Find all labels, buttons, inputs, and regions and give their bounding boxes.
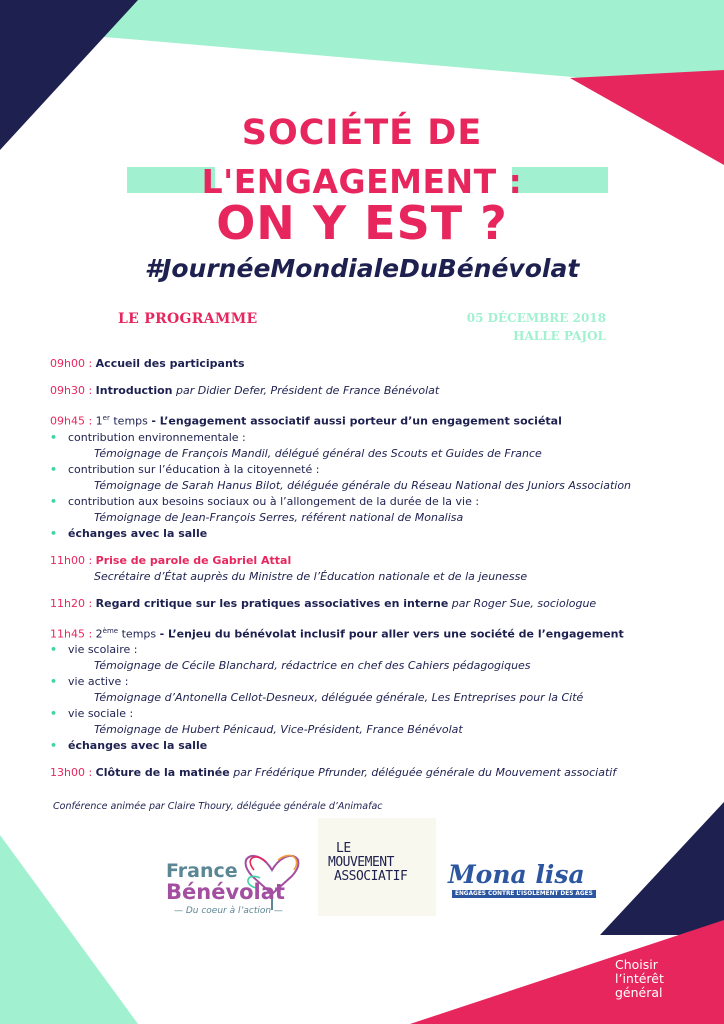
- item-time: 09h30 :: [50, 384, 93, 397]
- program-item-0930: [50, 383, 670, 399]
- event-info: [467, 309, 606, 345]
- item-time: 09h00 :: [50, 357, 93, 370]
- event-date: 05 DÉCEMBRE 2018: [466, 311, 606, 325]
- list-item: • contribution sur l’éducation à la citoyenneté :: [50, 462, 670, 478]
- fb-line2: Bénévolat: [166, 880, 285, 904]
- item-time: 11h45 :: [50, 627, 93, 641]
- ma-line1: LE: [336, 841, 351, 856]
- program-item-1120: [50, 596, 670, 612]
- programme-label: LE PROGRAMME: [118, 311, 258, 327]
- item-num: 1: [95, 414, 103, 428]
- list-item: • vie sociale :: [50, 706, 670, 722]
- testimony: Témoignage de Sarah Hanus Bilot, déléguée générale du Réseau National des Juniors Association: [94, 478, 632, 492]
- item-temps: temps: [121, 627, 157, 641]
- list-item: • vie active :: [50, 674, 670, 690]
- program-item-1100: [50, 553, 670, 585]
- item-role: Secrétaire d’État auprès du Ministre de l’Éducation nationale et de la jeunesse: [94, 569, 528, 583]
- item-speaker: par Didier Defer, Président de France Bénévolat: [175, 384, 440, 397]
- item-title: Prise de parole de Gabriel Attal: [95, 553, 292, 567]
- monalisa-logo: [448, 858, 614, 904]
- item-title: - L’engagement associatif aussi porteur d’un engagement sociétal: [151, 414, 562, 428]
- navy-right-triangle: [600, 802, 724, 935]
- program-item-0945: [50, 410, 670, 542]
- item-title: Regard critique sur les pratiques associatives en interne: [95, 596, 449, 610]
- list-item: • échanges avec la salle: [50, 738, 670, 754]
- item-sup: ème: [102, 626, 119, 635]
- title-line-1: SOCIÉTÉ DE: [241, 113, 483, 153]
- ma-wordmark: [328, 842, 407, 884]
- moderator-note: Conférence animée par Claire Thoury, déléguée générale d’Animafac: [53, 801, 383, 812]
- choisir-interet-general: [615, 958, 664, 1000]
- list-item: • échanges avec la salle: [50, 526, 670, 542]
- hashtag: #JournéeMondialeDuBénévolat: [144, 254, 580, 283]
- program-item-1145: [50, 623, 670, 755]
- choisir-line3: général: [615, 985, 663, 1000]
- fb-line1: France: [166, 860, 238, 882]
- item-speaker: par Roger Sue, sociologue: [451, 596, 597, 610]
- testimony: Témoignage d’Antonella Cellot-Desneux, déléguée générale, Les Entreprises pour la Cité: [94, 691, 584, 705]
- item-temps: temps: [113, 414, 148, 428]
- testimony: Témoignage de François Mandil, délégué général des Scouts et Guides de France: [94, 446, 542, 460]
- mouvement-associatif-logo: [318, 818, 436, 916]
- item-sup: er: [102, 414, 110, 422]
- ml-tagline: ENGAGÉS CONTRE L’ISOLEMENT DES ÂGÉS: [452, 890, 596, 898]
- item-title: - L’enjeu du bénévolat inclusif pour aller vers une société de l’engagement: [159, 627, 624, 641]
- program-item-1300: [50, 765, 670, 781]
- item-speaker: par Frédérique Pfrunder, déléguée générale du Mouvement associatif: [233, 766, 617, 780]
- ml-name: Mona lisa: [448, 860, 585, 889]
- choisir-line2: l’intérêt: [615, 971, 664, 986]
- item-time: 13h00 :: [50, 766, 93, 780]
- list-item: • contribution aux besoins sociaux ou à l’allongement de la durée de la vie :: [50, 494, 670, 510]
- item-time: 11h00 :: [50, 553, 93, 567]
- choisir-line1: Choisir: [615, 957, 658, 972]
- testimony: Témoignage de Jean-François Serres, référent national de Monalisa: [94, 510, 464, 524]
- item-time: 09h45 :: [50, 414, 93, 428]
- item-title: Accueil des participants: [95, 357, 245, 370]
- item-title: Clôture de la matinée: [95, 766, 230, 780]
- ma-line3: ASSOCIATIF: [334, 869, 408, 884]
- pink-bottom-band: [410, 920, 724, 1024]
- testimony: Témoignage de Hubert Pénicaud, Vice-Président, France Bénévolat: [94, 723, 463, 737]
- event-venue: HALLE PAJOL: [513, 329, 606, 343]
- mint-left-triangle: [0, 835, 138, 1024]
- list-item: • vie scolaire :: [50, 642, 670, 658]
- item-num: 2: [95, 627, 103, 641]
- item-time: 11h20 :: [50, 596, 93, 610]
- item-title: Introduction: [95, 384, 173, 397]
- list-item: • contribution environnementale :: [50, 430, 670, 446]
- fb-tagline: — Du coeur à l’action —: [174, 906, 283, 916]
- france-benevolat-logo: [160, 842, 320, 920]
- programme-list: [50, 356, 670, 792]
- title-line-2: L'ENGAGEMENT :: [201, 162, 523, 201]
- title-line-3: ON Y EST ?: [216, 196, 508, 250]
- program-item-0900: [50, 356, 670, 372]
- ma-line2: MOUVEMENT: [328, 855, 394, 870]
- testimony: Témoignage de Cécile Blanchard, rédactrice en chef des Cahiers pédagogiques: [94, 659, 531, 673]
